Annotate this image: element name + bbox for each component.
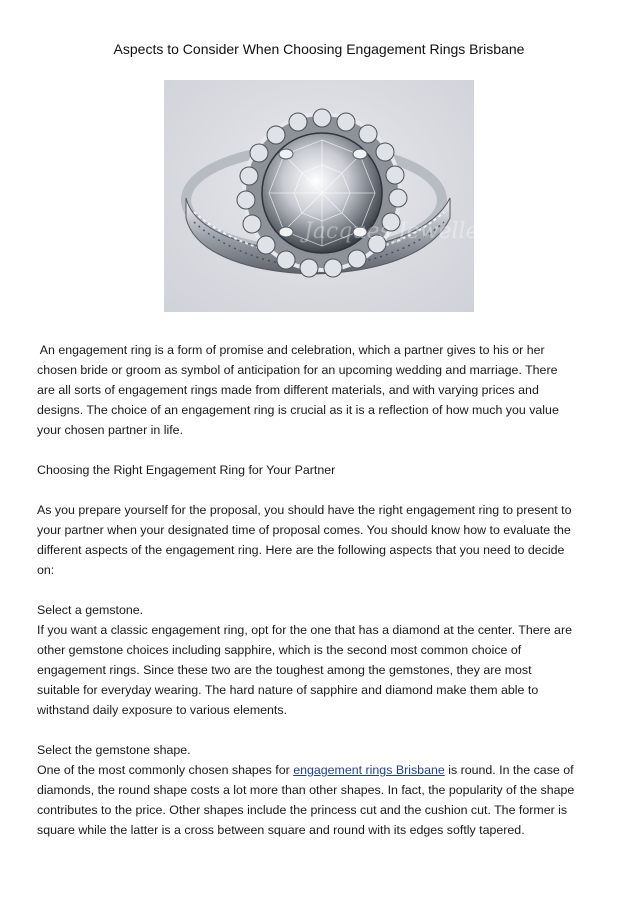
gemstone-line: other gemstone choices including sapphire, which is the second most common choice of — [37, 643, 522, 657]
ring-illustration — [164, 80, 501, 312]
engagement-rings-brisbane-link[interactable]: engagement rings Brisbane — [293, 763, 445, 777]
section-heading: Choosing the Right Engagement Ring for Your Partner — [37, 463, 336, 477]
prepare-line: your partner when your designated time of proposal comes. You should know how to evaluate the — [37, 523, 571, 537]
prepare-line: on: — [37, 563, 55, 577]
prepare-line: As you prepare yourself for the proposal, you should have the right engagement ring to present to — [37, 503, 572, 517]
page-title: Aspects to Consider When Choosing Engagement Rings Brisbane — [113, 41, 525, 57]
intro-paragraph — [37, 340, 603, 440]
shape-line: contributes to the price. Other shapes include the princess cut and the cushion cut. The former is — [37, 803, 568, 817]
gemstone-heading: Select a gemstone. — [37, 603, 144, 617]
gemstone-line: If you want a classic engagement ring, opt for the one that has a diamond at the center. There are — [37, 623, 572, 637]
intro-line: are all sorts of engagement rings made from different materials, and with varying prices and — [37, 383, 539, 397]
ring-photo — [164, 80, 501, 312]
prepare-paragraph — [37, 500, 603, 580]
shape-text-after-link: is round. In the case of — [444, 763, 574, 777]
shape-line: square while the latter is a cross between square and round with its edges softly tapered. — [37, 823, 525, 837]
intro-line: designs. The choice of an engagement ring is crucial as it is a reflection of how much you value — [37, 403, 559, 417]
shape-section — [37, 740, 603, 840]
intro-line: your chosen partner in life. — [37, 423, 184, 437]
shape-line: diamonds, the round shape costs a lot more than other shapes. In fact, the popularity of the shape — [37, 783, 575, 797]
prepare-line: different aspects of the engagement ring. Here are the following aspects that you need to decide — [37, 543, 565, 557]
gemstone-section — [37, 600, 603, 720]
shape-heading: Select the gemstone shape. — [37, 743, 191, 757]
shape-line-with-link — [37, 760, 603, 780]
intro-line: An engagement ring is a form of promise and celebration, which a partner gives to his or her — [37, 343, 545, 357]
intro-line: chosen bride or groom as symbol of anticipation for an upcoming wedding and marriage. There — [37, 363, 558, 377]
gemstone-line: suitable for everyday wearing. The hard nature of sapphire and diamond make them able to — [37, 683, 539, 697]
shape-text-before-link: One of the most commonly chosen shapes for — [37, 763, 294, 777]
gemstone-line: engagement rings. Since these two are the toughest among the gemstones, they are most — [37, 663, 532, 677]
watermark-text: Jacques Jewellers — [304, 219, 501, 244]
gemstone-line: withstand daily exposure to various elements. — [37, 703, 288, 717]
article-body — [37, 340, 603, 840]
